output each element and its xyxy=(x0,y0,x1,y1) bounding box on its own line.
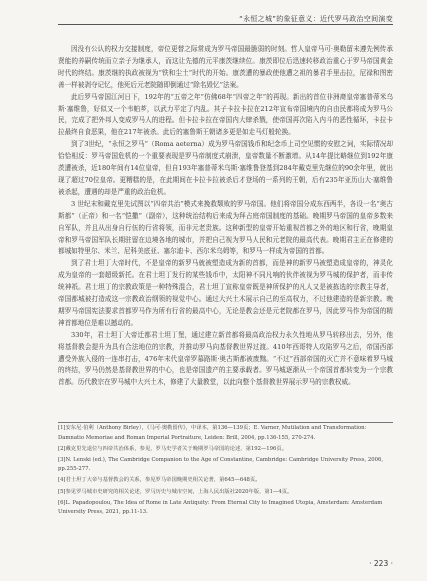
paragraph: 此后罗马帝国江河日下，192年的“五帝之年”仿佛68年“四帝之年”的再现。新出的首位非洲裔皇帝塞普蒂米乌斯·塞维鲁，好似又一个韦帕芗，以武力平定了内乱。其子卡拉卡拉在212年宣布帝国境内的自由民都将成为罗马公民，完成了把外邦人变成罗马人的进程。但卡拉卡拉在帝国内大肆杀戮，使帝国再次陷入内斗的恶性循环，卡拉卡拉最终自食恶果，他在217年被杀。此后的塞鲁斯王朝诸多更是如走马灯般轮换。 xyxy=(58,92,393,137)
footnote: [5]参见罗马城市史研究的相关论述，罗马历史与城市空间，上海人民出版社2020年版，第1—4页。 xyxy=(58,488,293,495)
page-number: · 223 · xyxy=(369,559,393,568)
paragraph: 3 世纪末和戴克里先试图以“四帝共治”模式来挽救颓败的罗马帝国。他们将帝国分成东西两半，各设一名“奥古斯都”（正帝）和一名“恺撒”（副帝），这种统治结构后来成为拜占庭帝国制度的基础。晚期罗马帝国的皇帝多数来自军队，并且从出身自行伍的行省将领，而非元老贵族。这种新型的皇帝开始重视首都之外的地区和行省，晚期皇帝和罗马帝国军队长期驻留在边境各地的城市，并把自己视为罗马人民和元老院的最高代表。晚期君主正在修建的都城如特里尔、米兰、尼科美底亚、塞尔迪卡、西尔米乌姆等，和罗马一样成为帝国的首都。 xyxy=(58,199,393,256)
footnote-rule xyxy=(58,422,393,423)
footnote: [6]L. Papadopoulou, The Idea of Rome in Late Antiquity: From Eternal City to Imagined Utopia, Amsterdam: Amsterdam University Press, 2021, pp.11-13. xyxy=(58,499,383,516)
paragraph: 到了3世纪，“永恒之罗马”（Roma aeterna）成为罗马帝国钱币和纪念币上司空见惯的安慰之词，实际情况却恰恰相反：罗马帝国危机的一个重要表现是罗马帝制度式崩溃，皇帝数量不断激增。从14年提比略继位到192年康茨遭被杀，近180年间有14位皇帝，但自193年塞普蒂米乌斯·塞维鲁登基到284年戴克里先继位的90余年里，就出现了超过70位皇帝。更糟糕的是，在此期间在卡拉卡拉被杀后才登场的一系列的王朝，后有235年亚历山大·塞维鲁被杀起，遭遇的却是严重的政治危机。 xyxy=(58,140,393,196)
footnote: [3]N. Lenski (ed.), The Cambridge Companion to the Age of Constantine, Cambridge: Cambridge University Press, 2006, pp.255-277. xyxy=(58,456,384,473)
paragraph: 330年，君士坦丁大帝迁都君士坦丁堡，通过建立新首都将最高政治权力永久性地从罗马转移出去，另外，他将基督教会提升为具有合法地位的宗教，并推动罗马向基督教世界过渡。410年西哥特人攻陷罗马之后，帝国西部遭受外族入侵的一连串打击，476年末代皇帝罗慕路斯·奥古斯都被废黜。“不过”西部帝国的灭亡并不意味着罗马城的终结，罗马仍然是基督教世界的中心，也是帝国遗产的主要承载者。罗马城逐渐从一个帝国首都转变为一个宗教首都。历代教宗在罗马城中大兴土木，修建了大量教堂，以此向整个基督教世界展示罗马的宗教权威。 xyxy=(58,330,393,387)
body-text xyxy=(58,44,393,389)
footnotes xyxy=(58,424,393,519)
paragraph: 因没有公认的权力交接制度，帝位更替之际常成为罗马帝国最脆弱的时刻。哲人皇帝马可·奥勒留未遵先例传承贤能的养嗣传统而立亲子为继承人，而这让先德的元平康茨继续位。康茨即位后迅速转移政治重心于罗马帝国黄金时代的终结。康茨继的执政被视为“铁和尘土”时代的开始。康茨遭的暴政使他遭之祖的暴君手里击拉，尼禄和图密善一样被剥夺记忆，他死后元老院随即倒通过“除名毁忆”法案。 xyxy=(58,45,393,89)
footnote: [2]戴克里先退位与四帝共治体系，参见，罗马史学者关于晚期罗马帝国的论述，第192—196页。 xyxy=(58,445,288,452)
running-header: “永恒之城”的象征意义：近代罗马政治空间演变 xyxy=(239,15,393,23)
header-rule xyxy=(58,24,393,25)
paragraph: 到了君士坦丁大帝时代，不是皇帝的新罗马就被塑造成为新的首都，而是神的新罗马被塑造成皇帝的，神灵化成为皇帝的一套超级新托。在君士坦丁发行的某些钱币中，太阳神不同凡响的伙伴被视为罗马城的保护者，而非传统神祇。君士坦丁的宗教政策是一种特殊混合，君士坦丁宣称皇帝既是神所保护的凡人又是被拣选的宗教主导者，帝国都城被打造成这一宗教政治纲领的视觉中心。通过大兴土木展示自己的至高权力，不过他建造的是新宗教。晚期罗马帝国宪法要求首都罗马作为所有行省的最高中心，无论是教会还是元老院都在罗马，因此罗马作为帝国的精神首都地位是难以撼动的。 xyxy=(58,259,393,327)
footnote: [1]安东尼·伯利（Anthony Birley），《马可·奥勒留传》，中译本，第136—139页；E. Varner, Mutilation and Transformation: Damnatio Memoriae and Roman Imperial Portraiture, Leiden: Brill, 2004, pp.136-155, 270-274. xyxy=(58,425,367,441)
footnote: [4]君士坦丁大帝与基督教会的关系，参见罗马帝国晚期史相关论著，第645—648页。 xyxy=(58,477,261,484)
